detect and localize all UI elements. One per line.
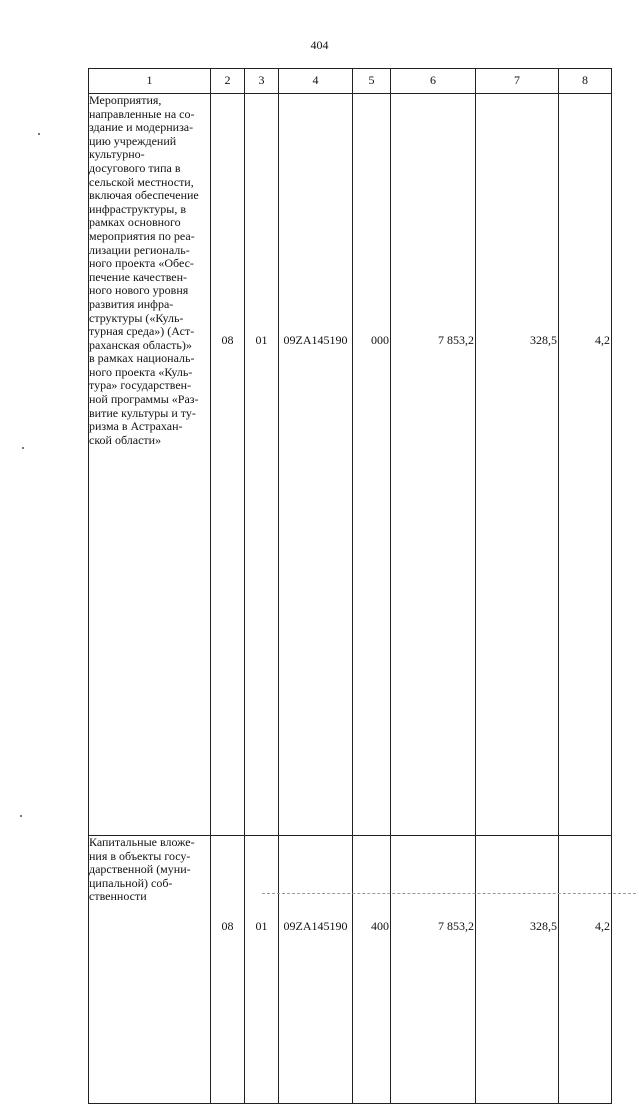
cell-subsection-code: 01 (245, 836, 279, 1104)
cell-target-article: 09ZA145190 (279, 836, 353, 1104)
cell-amount-8: 4,2 (559, 836, 612, 1104)
column-header-7: 7 (476, 69, 559, 94)
table-header-row (89, 69, 612, 94)
row-description: Капитальные вложе- ния в объекты госу- дарственной (муни- ципальной) соб- ственности (89, 836, 211, 1104)
column-header-3: 3 (245, 69, 279, 94)
column-header-8: 8 (559, 69, 612, 94)
table-row (89, 836, 612, 1104)
column-header-2: 2 (211, 69, 245, 94)
cell-amount-6: 7 853,2 (391, 836, 476, 1104)
scan-speck (38, 133, 40, 135)
row-description: Мероприятия, направленные на со- здание и модерниза- цию учреждений культурно- досугового типа в сельской местности, включая обеспечение инфраструктуры, в рамках основного мероприятия по реа- лизации региональ- ного проекта «Обес- печение качествен- ного нового уровня развития инфра- структуры («Куль- турная среда») (Аст- раханская область)» в рамках националь- ного проекта «Куль- тура» государствен- ной программы «Раз- витие культуры и ту- ризма в Астрахан- ской области» (89, 94, 211, 836)
cell-section-code: 08 (211, 94, 245, 836)
table-row (89, 94, 612, 836)
column-header-1: 1 (89, 69, 211, 94)
cell-amount-7: 328,5 (476, 94, 559, 836)
cell-amount-7: 328,5 (476, 836, 559, 1104)
column-header-4: 4 (279, 69, 353, 94)
column-header-6: 6 (391, 69, 476, 94)
budget-table (88, 68, 612, 1104)
cell-subsection-code: 01 (245, 94, 279, 836)
cell-amount-8: 4,2 (559, 94, 612, 836)
bottom-edge-line (262, 893, 636, 894)
scan-speck (20, 815, 22, 817)
cell-section-code: 08 (211, 836, 245, 1104)
cell-expense-type: 400 (353, 836, 391, 1104)
scan-speck (22, 447, 24, 449)
column-header-5: 5 (353, 69, 391, 94)
cell-expense-type: 000 (353, 94, 391, 836)
cell-amount-6: 7 853,2 (391, 94, 476, 836)
cell-target-article: 09ZA145190 (279, 94, 353, 836)
page-number: 404 (310, 38, 329, 52)
